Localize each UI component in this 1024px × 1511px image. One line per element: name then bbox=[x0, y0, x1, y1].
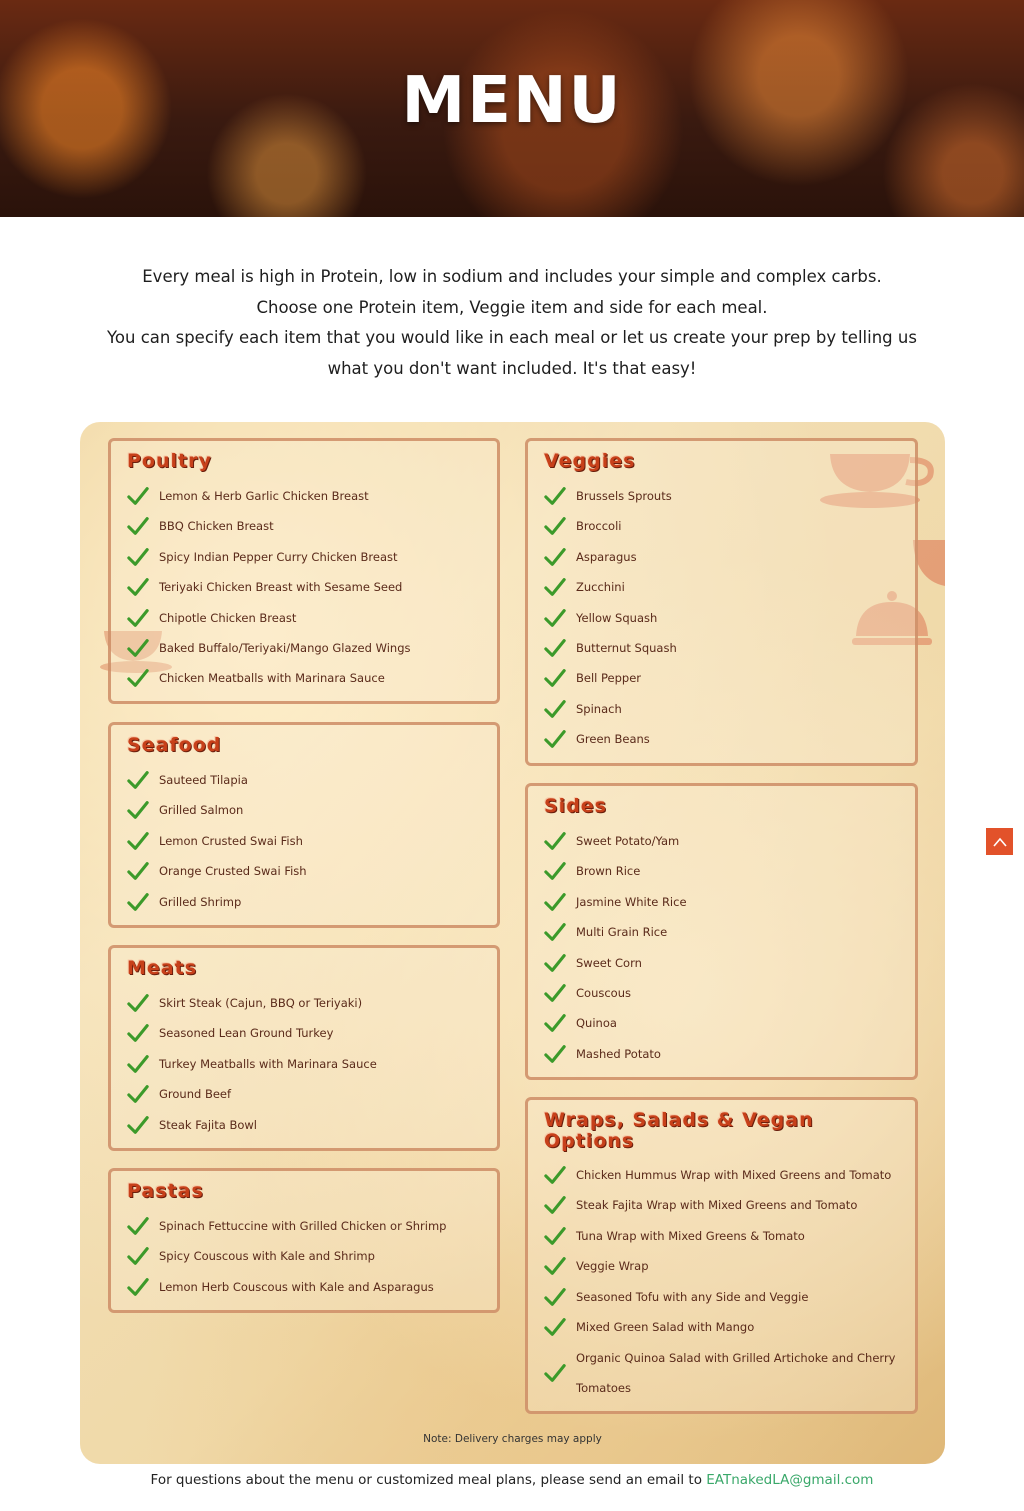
check-icon bbox=[544, 1164, 566, 1186]
list-item bbox=[127, 633, 410, 663]
list-item bbox=[127, 887, 241, 917]
list-item bbox=[127, 765, 248, 795]
list-item-text: Sauteed Tilapia bbox=[159, 773, 248, 787]
list-item bbox=[127, 795, 243, 825]
list-item bbox=[544, 1312, 754, 1342]
list-item bbox=[127, 1241, 375, 1271]
check-icon bbox=[127, 830, 149, 852]
list-item-text-line-2: Tomatoes bbox=[576, 1381, 631, 1395]
list-item-text: Lemon & Herb Garlic Chicken Breast bbox=[159, 489, 369, 503]
list-item-text: Turkey Meatballs with Marinara Sauce bbox=[159, 1056, 377, 1071]
list-item-text: Broccoli bbox=[576, 519, 622, 534]
page-title: MENU bbox=[401, 64, 623, 138]
check-icon bbox=[544, 637, 566, 659]
email-link[interactable]: EATnakedLA@gmail.com bbox=[706, 1472, 874, 1488]
check-icon bbox=[127, 1022, 149, 1044]
intro-line-3: You can specify each item that you would like in each meal or let us create your prep by telling us what you don't want included. It's that easy! bbox=[107, 328, 917, 378]
list-item bbox=[127, 481, 369, 511]
check-icon bbox=[544, 576, 566, 598]
list-item-text: Teriyaki Chicken Breast with Sesame Seed bbox=[159, 580, 403, 595]
section-title-line-2: Options bbox=[544, 1130, 635, 1152]
list-item-text-line-1: Organic Quinoa Salad with Grilled Artichoke and Cherry bbox=[576, 1351, 896, 1365]
check-icon bbox=[544, 546, 566, 568]
list-item bbox=[127, 1211, 446, 1241]
list-item-text: Quinoa bbox=[576, 1016, 617, 1031]
list-item bbox=[127, 603, 296, 633]
check-icon bbox=[127, 1215, 149, 1237]
check-icon bbox=[544, 860, 566, 882]
list-item-text: Mashed Potato bbox=[576, 1046, 661, 1061]
list-item bbox=[544, 826, 679, 856]
list-item-text: Bell Pepper bbox=[576, 671, 642, 686]
list-item-text: Grilled Salmon bbox=[159, 803, 244, 818]
check-icon bbox=[544, 728, 566, 750]
check-icon bbox=[127, 607, 149, 629]
list-item-text: Spinach bbox=[576, 701, 622, 716]
list-item bbox=[544, 1160, 891, 1190]
list-item bbox=[127, 511, 274, 541]
list-item-text: Spicy Couscous with Kale and Shrimp bbox=[159, 1249, 375, 1264]
check-icon bbox=[127, 576, 149, 598]
check-icon bbox=[544, 830, 566, 852]
list-item bbox=[544, 481, 672, 511]
check-icon bbox=[127, 769, 149, 791]
intro-line-1: Every meal is high in Protein, low in sodium and includes your simple and complex carbs. bbox=[142, 267, 882, 286]
list-item-text: Chicken Meatballs with Marinara Sauce bbox=[159, 671, 385, 686]
list-item bbox=[544, 1190, 857, 1220]
pastas-card bbox=[108, 1168, 500, 1313]
list-item-text: Ground Beef bbox=[159, 1087, 232, 1102]
check-icon bbox=[544, 1316, 566, 1338]
list-item bbox=[127, 572, 402, 602]
meats-card bbox=[108, 945, 500, 1151]
list-item-text: Brown Rice bbox=[576, 864, 641, 879]
poultry-card bbox=[108, 438, 500, 704]
list-item bbox=[127, 988, 362, 1018]
list-item bbox=[544, 1221, 805, 1251]
check-icon bbox=[544, 1012, 566, 1034]
check-icon bbox=[127, 891, 149, 913]
check-icon bbox=[544, 921, 566, 943]
check-icon bbox=[544, 891, 566, 913]
list-item-text: Chicken Hummus Wrap with Mixed Greens and Tomato bbox=[576, 1168, 892, 1182]
list-item bbox=[544, 511, 621, 541]
list-item-text: Couscous bbox=[576, 986, 631, 1000]
check-icon bbox=[127, 637, 149, 659]
list-item bbox=[544, 856, 640, 886]
check-icon bbox=[544, 515, 566, 537]
check-icon bbox=[127, 860, 149, 882]
section-title: Veggies bbox=[544, 450, 636, 472]
section-title: Meats bbox=[127, 957, 198, 979]
list-item-text: Sweet Potato/Yam bbox=[576, 834, 680, 848]
list-item-text: Lemon Herb Couscous with Kale and Asparagus bbox=[159, 1279, 434, 1294]
list-item-text: Skirt Steak (Cajun, BBQ or Teriyaki) bbox=[159, 996, 363, 1010]
list-item bbox=[544, 633, 677, 663]
list-item bbox=[544, 887, 687, 917]
check-icon bbox=[544, 1043, 566, 1065]
section-title: Seafood bbox=[127, 734, 222, 756]
check-icon bbox=[127, 546, 149, 568]
list-item bbox=[544, 663, 641, 693]
check-icon bbox=[544, 1255, 566, 1277]
check-icon bbox=[544, 698, 566, 720]
list-item-text: Butternut Squash bbox=[576, 641, 677, 655]
list-item-text: Chipotle Chicken Breast bbox=[159, 610, 297, 625]
list-item-text: Yellow Squash bbox=[576, 610, 658, 625]
list-item bbox=[544, 694, 622, 724]
list-item-text: Seasoned Lean Ground Turkey bbox=[159, 1026, 334, 1041]
list-item bbox=[127, 856, 307, 886]
menu-board bbox=[80, 422, 945, 1464]
list-item-text: Baked Buffalo/Teriyaki/Mango Glazed Wings bbox=[159, 641, 411, 655]
check-icon bbox=[127, 992, 149, 1014]
footer-text: For questions about the menu or customized meal plans, please send an email to bbox=[150, 1472, 707, 1488]
check-icon bbox=[544, 1286, 566, 1308]
section-title: Poultry bbox=[127, 450, 212, 472]
list-item bbox=[544, 572, 625, 602]
list-item-text: Seasoned Tofu with any Side and Veggie bbox=[576, 1289, 809, 1304]
list-item-text: Jasmine White Rice bbox=[576, 894, 687, 909]
list-item bbox=[127, 826, 303, 856]
list-item-text: Green Beans bbox=[576, 732, 650, 747]
check-icon bbox=[127, 1276, 149, 1298]
check-icon bbox=[127, 1053, 149, 1075]
list-item bbox=[127, 542, 398, 572]
check-icon bbox=[127, 1114, 149, 1136]
section-title bbox=[544, 1110, 814, 1152]
check-icon bbox=[544, 1362, 566, 1384]
list-item-text: Grilled Shrimp bbox=[159, 894, 242, 909]
scroll-to-top-button[interactable] bbox=[986, 828, 1013, 855]
list-item-text: Orange Crusted Swai Fish bbox=[159, 864, 307, 879]
list-item-text: Steak Fajita Bowl bbox=[159, 1117, 257, 1132]
list-item-text: Steak Fajita Wrap with Mixed Greens and Tomato bbox=[576, 1198, 858, 1213]
check-icon bbox=[544, 607, 566, 629]
chevron-up-icon bbox=[993, 837, 1007, 847]
veggies-card bbox=[525, 438, 918, 766]
section-title-line-1: Wraps, Salads & Vegan bbox=[544, 1109, 814, 1131]
sides-card bbox=[525, 783, 918, 1080]
list-item-text: Multi Grain Rice bbox=[576, 925, 668, 940]
list-item bbox=[127, 1272, 434, 1302]
check-icon bbox=[544, 485, 566, 507]
section-title: Sides bbox=[544, 795, 607, 817]
check-icon bbox=[127, 1083, 149, 1105]
intro-text bbox=[90, 262, 934, 384]
delivery-note: Note: Delivery charges may apply bbox=[423, 1433, 602, 1445]
check-icon bbox=[544, 952, 566, 974]
list-item-text: Zucchini bbox=[576, 580, 625, 595]
list-item-text: Spicy Indian Pepper Curry Chicken Breast bbox=[159, 549, 398, 564]
list-item bbox=[544, 1039, 661, 1069]
list-item bbox=[544, 1008, 617, 1038]
list-item bbox=[544, 917, 667, 947]
check-icon bbox=[127, 799, 149, 821]
intro-line-2: Choose one Protein item, Veggie item and side for each meal. bbox=[256, 297, 768, 317]
list-item bbox=[544, 542, 637, 572]
list-item-text: Spinach Fettuccine with Grilled Chicken or Shrimp bbox=[159, 1219, 447, 1233]
check-icon bbox=[127, 667, 149, 689]
check-icon bbox=[544, 1194, 566, 1216]
list-item bbox=[544, 978, 631, 1008]
list-item-text: Brussels Sprouts bbox=[576, 489, 672, 503]
check-icon bbox=[544, 982, 566, 1004]
list-item-text: Mixed Green Salad with Mango bbox=[576, 1320, 755, 1334]
check-icon bbox=[544, 1225, 566, 1247]
list-item bbox=[544, 1282, 808, 1312]
section-title: Pastas bbox=[127, 1180, 204, 1202]
list-item bbox=[544, 724, 650, 754]
list-item bbox=[127, 1079, 231, 1109]
check-icon bbox=[544, 667, 566, 689]
list-item bbox=[127, 1018, 333, 1048]
list-item-text: Veggie Wrap bbox=[576, 1259, 649, 1274]
check-icon bbox=[127, 1245, 149, 1267]
list-item-text: BBQ Chicken Breast bbox=[159, 519, 274, 534]
list-item bbox=[127, 1049, 377, 1079]
list-item bbox=[544, 603, 657, 633]
list-item-text: Asparagus bbox=[576, 549, 637, 564]
list-item-text: Sweet Corn bbox=[576, 955, 642, 970]
list-item bbox=[544, 948, 642, 978]
list-item bbox=[127, 1110, 257, 1140]
list-item bbox=[544, 1251, 649, 1281]
list-item bbox=[544, 1342, 895, 1404]
seafood-card bbox=[108, 722, 500, 928]
check-icon bbox=[127, 515, 149, 537]
check-icon bbox=[127, 485, 149, 507]
list-item bbox=[127, 663, 385, 693]
hero-banner bbox=[0, 0, 1024, 217]
wraps-card bbox=[525, 1097, 918, 1414]
footer-contact bbox=[0, 1472, 1024, 1488]
list-item-text: Tuna Wrap with Mixed Greens & Tomato bbox=[576, 1228, 805, 1243]
list-item-text: Lemon Crusted Swai Fish bbox=[159, 833, 303, 848]
